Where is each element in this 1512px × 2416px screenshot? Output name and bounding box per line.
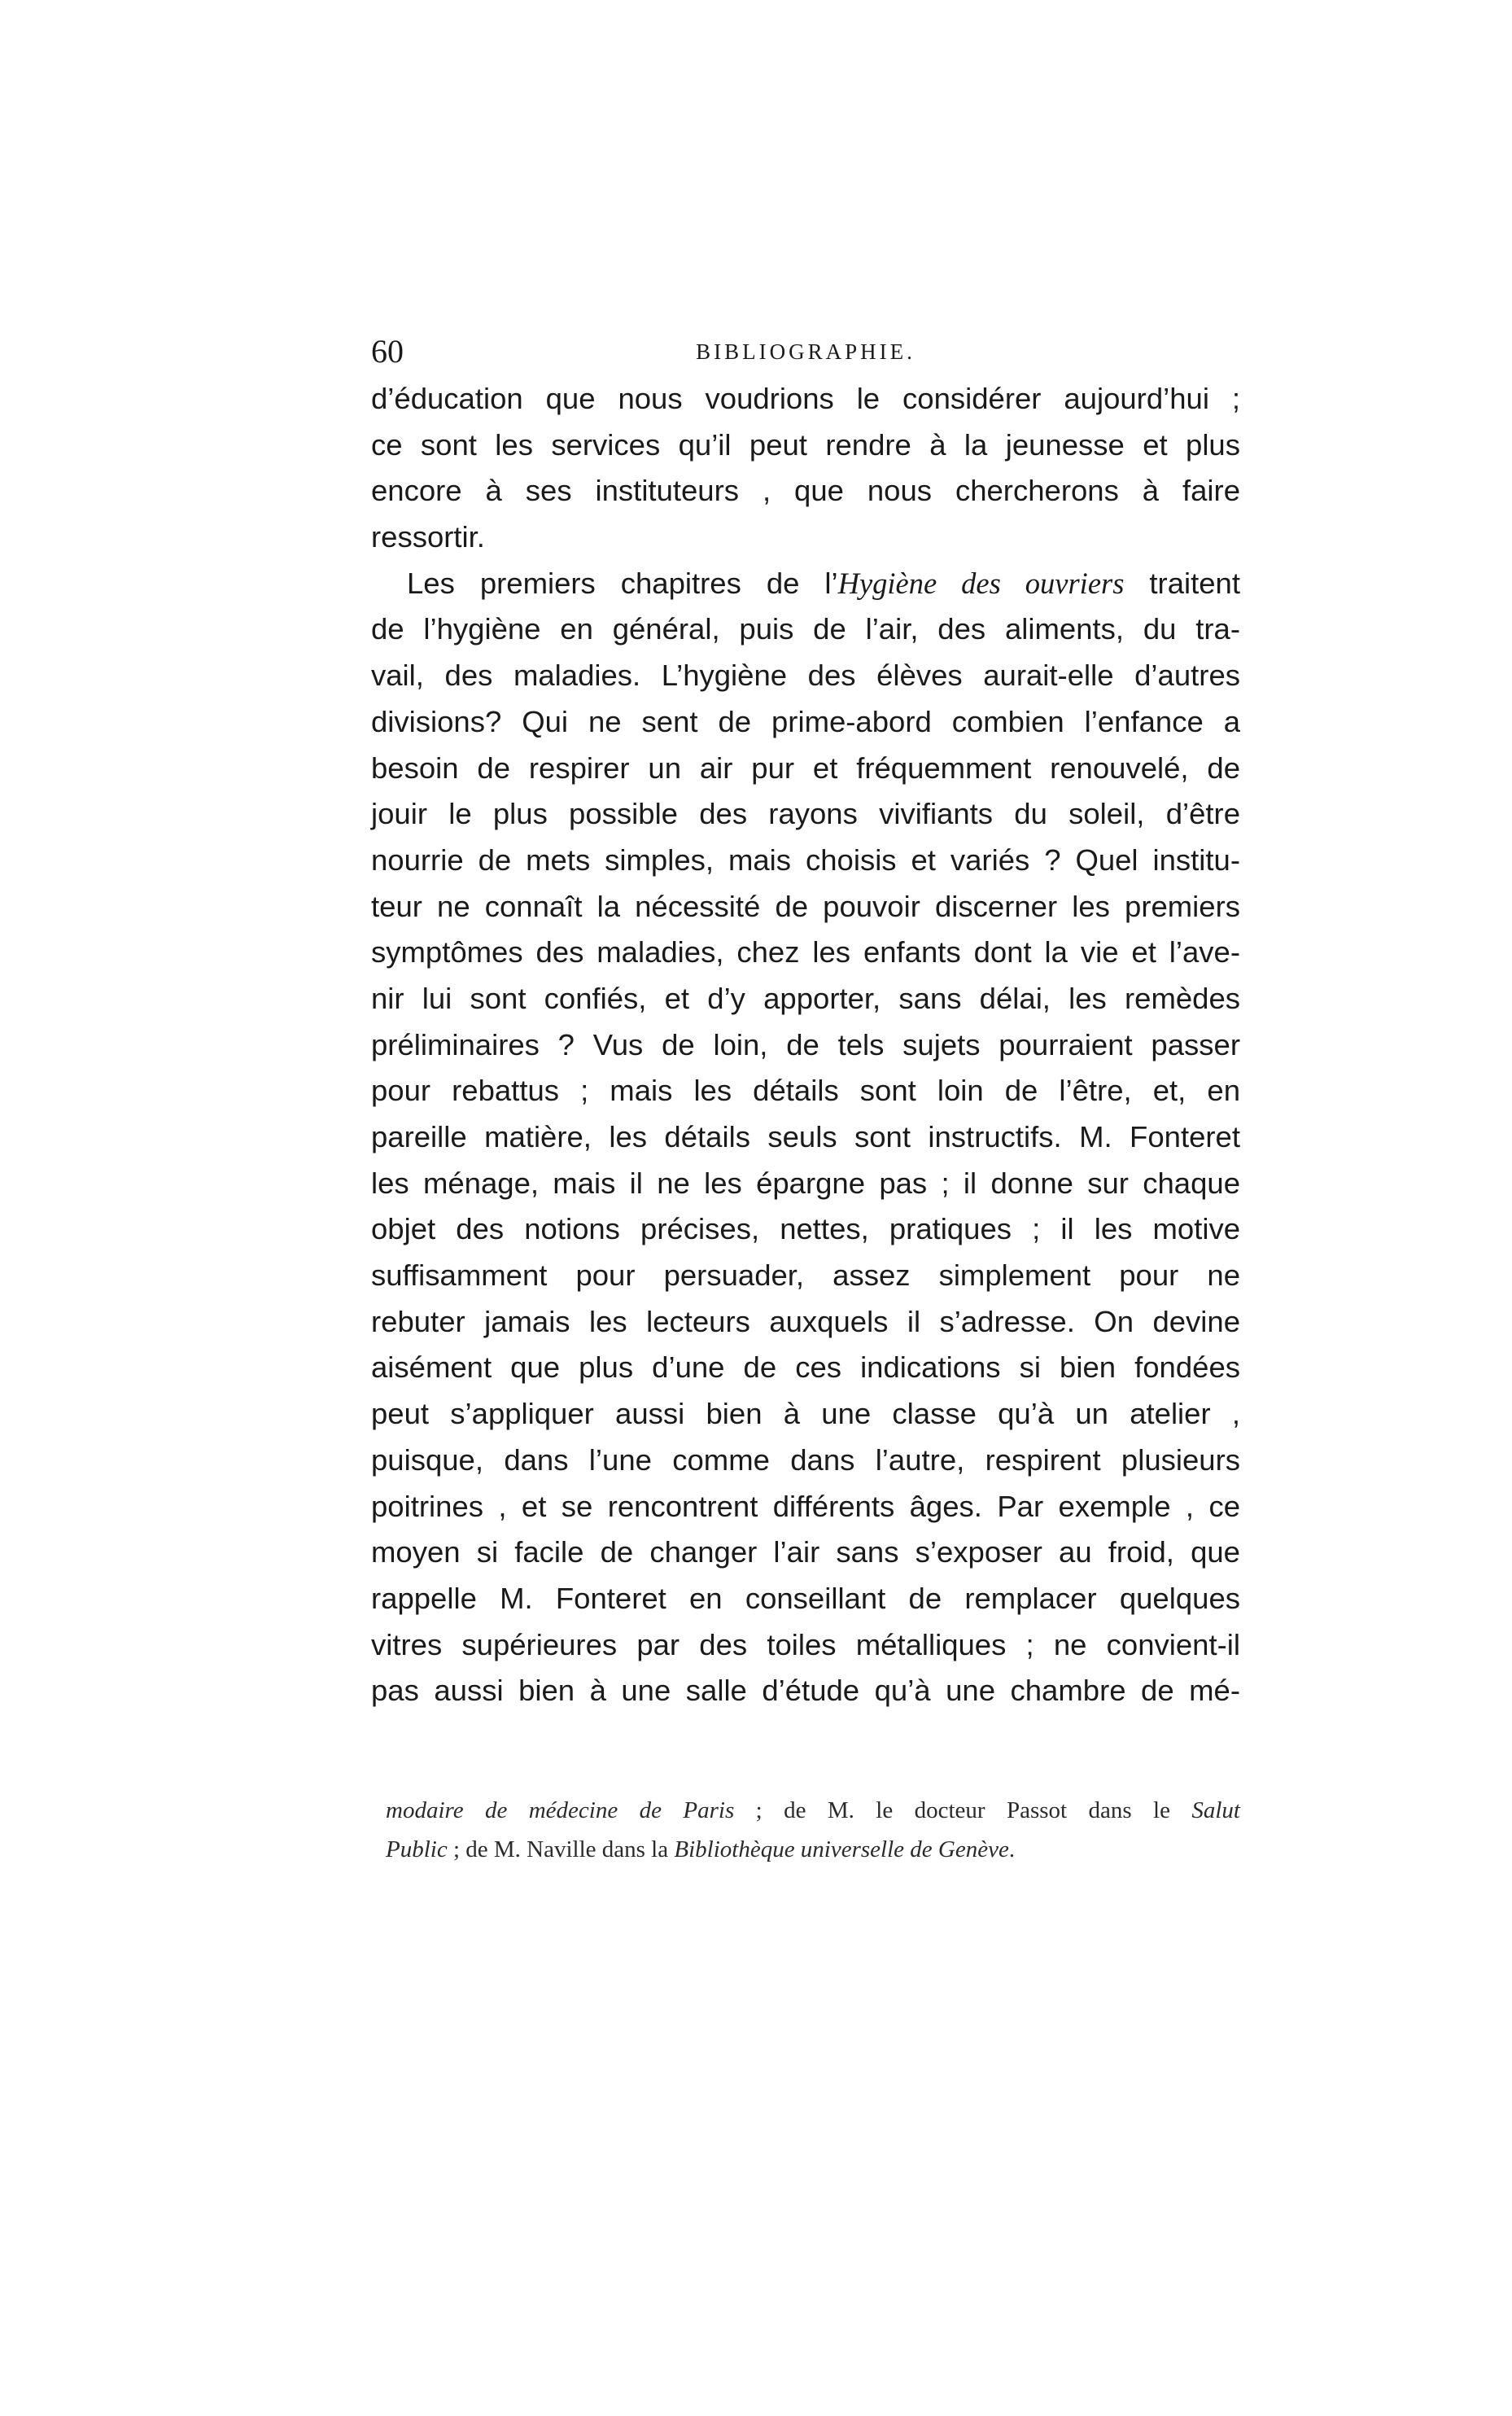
text-line: peut s’appliquer aussi bien à une classe qu’à un atelier , (371, 1397, 1240, 1431)
text-line: nir lui sont confiés, et d’y apporter, sans délai, les remèdes (371, 981, 1240, 1015)
text-line: suffisamment pour persuader, assez simplement pour ne (371, 1258, 1240, 1293)
text-line: pour rebattus ; mais les détails sont loin de l’être, et, en (371, 1074, 1240, 1108)
text-line: ressortir. (371, 520, 485, 554)
footnote-fragment: . (1008, 1836, 1016, 1862)
text-line: moyen si facile de changer l’air sans s’exposer au froid, que (371, 1535, 1240, 1569)
text-line: jouir le plus possible des rayons vivifiants du soleil, d’être (371, 797, 1240, 831)
footnote-fragment: ; de M. le docteur Passot dans le (734, 1797, 1192, 1823)
footnote (386, 1791, 1240, 1869)
text-line: teur ne connaît la nécessité de pouvoir discerner les premiers (371, 889, 1240, 923)
text-line: encore à ses instituteurs , que nous chercherons à faire (371, 474, 1240, 508)
text-line: divisions? Qui ne sent de prime-abord combien l’enfance a (371, 704, 1240, 738)
footnote-italic: Bibliothèque universelle de Genève (674, 1836, 1009, 1862)
text-line: aisément que plus d’une de ces indications si bien fondées (371, 1350, 1240, 1385)
text-fragment: traitent (1124, 566, 1240, 600)
text-line: pas aussi bien à une salle d’étude qu’à une chambre de mé- (371, 1674, 1240, 1708)
text-line (371, 561, 1240, 607)
book-title: Hygiène des ouvriers (837, 566, 1125, 600)
text-line: puisque, dans l’une comme dans l’autre, respirent plusieurs (371, 1442, 1240, 1477)
footnote-italic: Salut (1191, 1797, 1240, 1823)
text-line: objet des notions précises, nettes, pratiques ; il les motive (371, 1212, 1240, 1246)
footnote-italic: modaire de médecine de Paris (386, 1797, 735, 1823)
running-head: BIBLIOGRAPHIE. (696, 339, 916, 364)
footnote-italic: Public (386, 1836, 448, 1862)
text-line: de l’hygiène en général, puis de l’air, des aliments, du tra- (371, 612, 1240, 646)
text-line: pareille matière, les détails seuls sont instructifs. M. Fonteret (371, 1120, 1240, 1153)
text-line: vail, des maladies. L’hygiène des élèves aurait-elle d’autres (371, 659, 1240, 693)
page-number: 60 (371, 333, 404, 370)
text-line: vitres supérieures par des toiles métalliques ; ne convient-il (371, 1627, 1240, 1661)
text-line: les ménage, mais il ne les épargne pas ; il donne sur chaque (371, 1166, 1240, 1200)
page-header (371, 327, 1240, 376)
text-line: poitrines , et se rencontrent différents âges. Par exemple , ce (371, 1489, 1240, 1523)
text-line: préliminaires ? Vus de loin, de tels sujets pourraient passer (371, 1027, 1240, 1061)
footnote-line (386, 1791, 1240, 1830)
main-text (371, 376, 1240, 1714)
text-line: rebuter jamais les lecteurs auxquels il s’adresse. On devine (371, 1304, 1240, 1338)
text-line: besoin de respirer un air pur et fréquemment renouvelé, de (371, 751, 1240, 785)
text-line: d’éducation que nous voudrions le considérer aujourd’hui ; (371, 382, 1240, 415)
footnote-line (386, 1830, 1240, 1869)
text-line: symptômes des maladies, chez les enfants dont la vie et l’ave- (371, 935, 1240, 969)
text-fragment: Les premiers chapitres de l’ (407, 566, 838, 600)
text-line: ce sont les services qu’il peut rendre à la jeunesse et plus (371, 427, 1240, 462)
footnote-fragment: ; de M. Naville dans la (447, 1836, 675, 1862)
text-line: nourrie de mets simples, mais choisis et variés ? Quel institu- (371, 843, 1240, 877)
text-line: rappelle M. Fonteret en conseillant de remplacer quelques (371, 1581, 1240, 1615)
